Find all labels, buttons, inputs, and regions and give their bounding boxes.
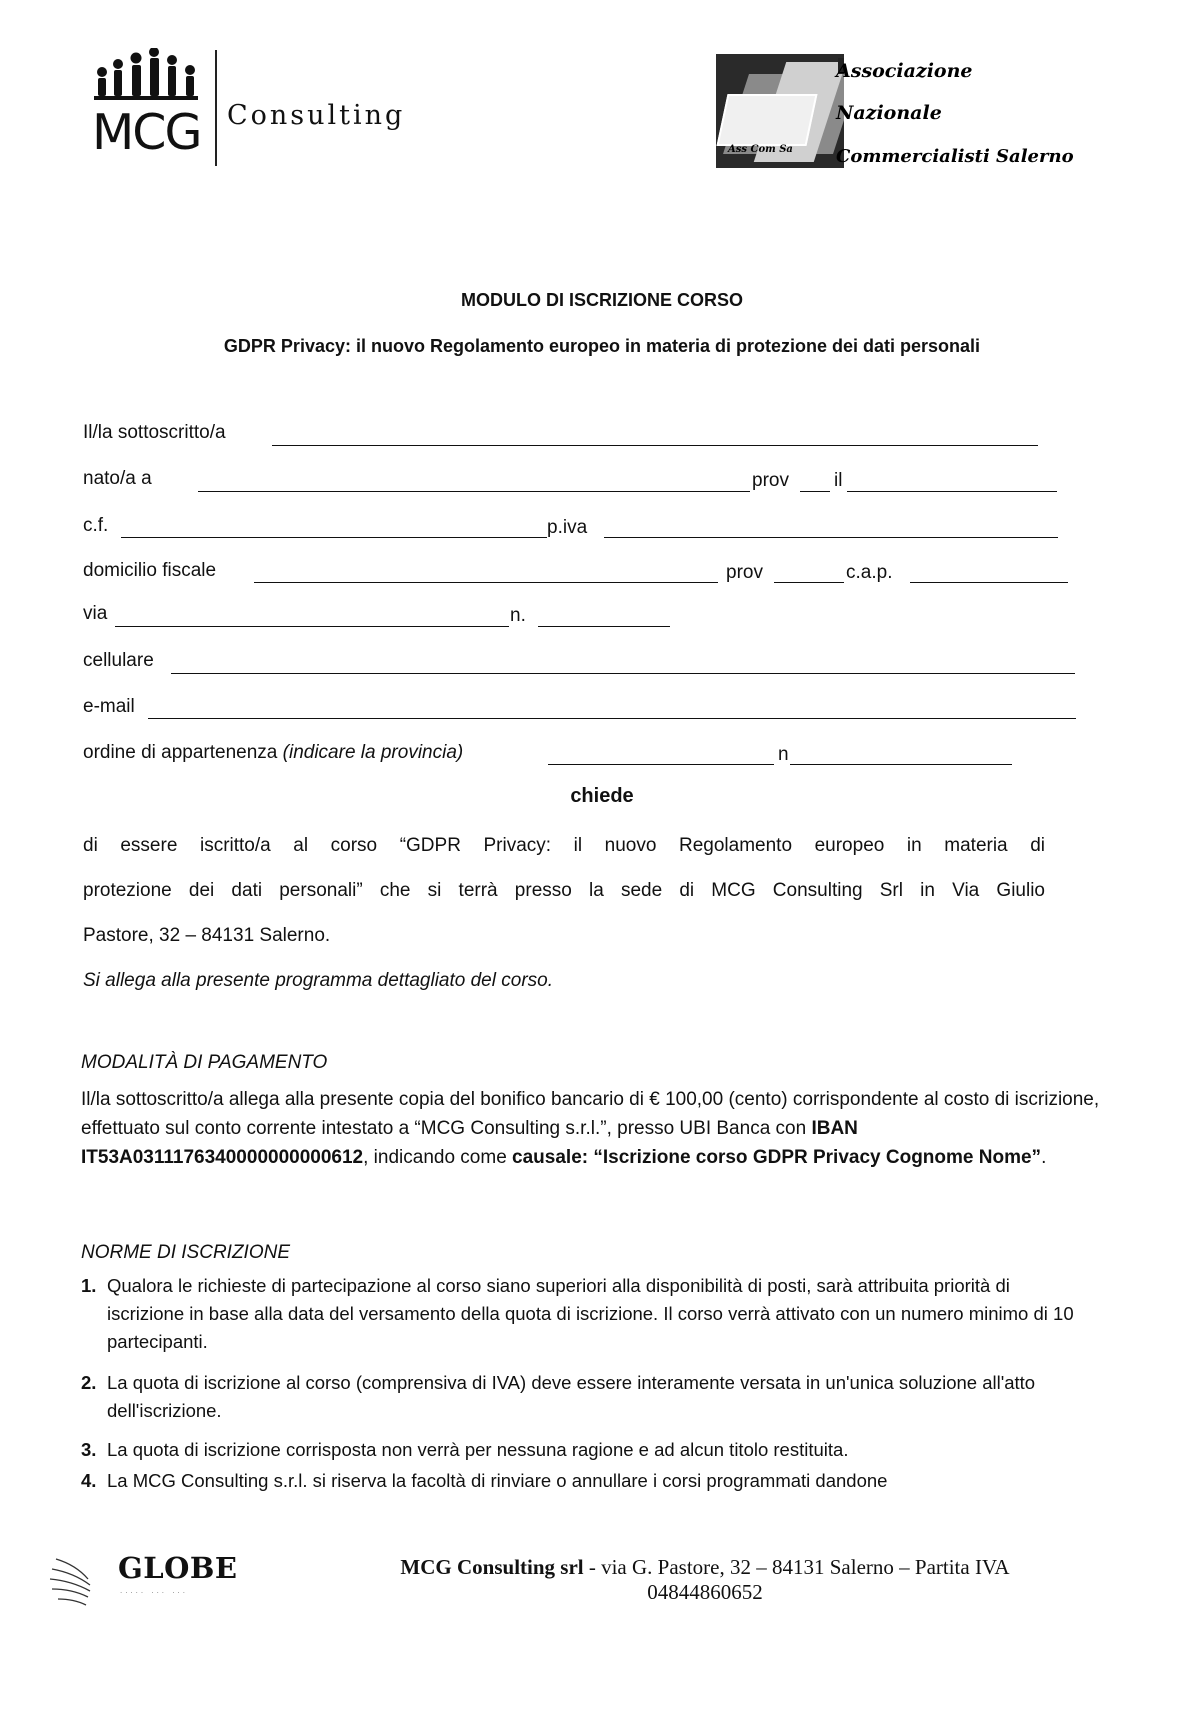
footer-vat: 04844860652 [647, 1580, 763, 1604]
prov-2-line[interactable] [774, 582, 844, 583]
label-piva: p.iva [547, 517, 588, 538]
chiede-heading: chiede [570, 785, 634, 807]
globe-icon [48, 1549, 114, 1611]
label-prov-2: prov [726, 562, 763, 583]
rule-item [81, 1272, 1091, 1356]
attachment-note: Si allega alla presente programma dettagliato del corso. [83, 970, 553, 991]
request-line-3: Pastore, 32 – 84131 Salerno. [83, 925, 331, 946]
globe-logo-text: GLOBE [118, 1551, 238, 1585]
globe-logo-subtext: ····· ··· ··· [120, 1589, 188, 1597]
rule-text: La quota di iscrizione al corso (comprensiva di IVA) deve essere interamente versata in un'unica soluzione all'atto dell'iscrizione. [107, 1372, 1036, 1421]
label-sottoscritto: Il/la sottoscritto/a [83, 422, 226, 443]
request-line-1: di essere iscritto/a al corso “GDPR Privacy: il nuovo Regolamento europeo in materia di [83, 835, 1045, 856]
form-title: MODULO DI ISCRIZIONE CORSO [460, 290, 743, 310]
rule-text: La MCG Consulting s.r.l. si riserva la facoltà di rinviare o annullare i corsi programmati dandone [107, 1470, 888, 1491]
prov-line[interactable] [800, 491, 830, 492]
label-ordine-note: (indicare la provincia) [282, 742, 464, 763]
ordine-line[interactable] [548, 764, 774, 765]
via-line[interactable] [115, 626, 509, 627]
iban-value: IBAN IT53A0311176340000000000612 [81, 1118, 858, 1168]
mcg-consulting-logo [92, 48, 432, 170]
rule-number: 4. [81, 1470, 97, 1491]
label-prov: prov [752, 470, 789, 491]
rule-item [81, 1436, 1091, 1464]
footer-address: - via G. Pastore, 32 – 84131 Salerno – Partita IVA [583, 1555, 1010, 1579]
piva-line[interactable] [604, 537, 1058, 538]
people-icon [92, 48, 204, 110]
footer-company: MCG Consulting srl [400, 1555, 584, 1579]
cellulare-line[interactable] [171, 673, 1075, 674]
rule-item [81, 1467, 1091, 1495]
date-line[interactable] [847, 491, 1057, 492]
rule-text: Qualora le richieste di partecipazione al corso siano superiori alla disponibilità di posti, sarà attribuita priorità di iscrizione in base alla data del versamento della quota di iscrizione. Il corso verrà attivato con un numero minimo di 10 partecipanti. [107, 1275, 1074, 1352]
rules-title: NORME DI ISCRIZIONE [81, 1242, 291, 1263]
payment-title: MODALITÀ DI PAGAMENTO [81, 1052, 328, 1073]
label-domicilio: domicilio fiscale [83, 560, 217, 581]
associazione-small-label: Ass Com Sa [728, 144, 793, 155]
cf-line[interactable] [121, 537, 547, 538]
mcg-logo-letters: MCG [92, 104, 201, 161]
label-n-2: n [778, 744, 789, 765]
request-line-2: protezione dei dati personali” che si terrà presso la sede di MCG Consulting Srl in Via Giulio [83, 880, 1045, 901]
associazione-logo [716, 54, 1074, 172]
email-line[interactable] [148, 718, 1076, 719]
associazione-line-1: Associazione [836, 60, 973, 82]
rule-number: 3. [81, 1439, 97, 1460]
cap-line[interactable] [910, 582, 1068, 583]
causale-value: causale: “Iscrizione corso GDPR Privacy Cognome Nome” [512, 1147, 1042, 1168]
associazione-emblem [716, 54, 844, 168]
label-cellulare: cellulare [83, 650, 154, 671]
course-title: GDPR Privacy: il nuovo Regolamento europeo in materia di protezione dei dati personali [223, 336, 981, 356]
rule-number: 2. [81, 1372, 97, 1393]
n-line[interactable] [538, 626, 670, 627]
label-ordine: ordine di appartenenza (indicare la provincia) [83, 742, 464, 763]
label-email: e-mail [83, 696, 135, 717]
label-nato: nato/a a [83, 468, 152, 489]
label-n: n. [510, 605, 526, 626]
globe-logo [48, 1549, 248, 1613]
domicilio-line[interactable] [254, 582, 718, 583]
payment-text: Il/la sottoscritto/a allega alla presente copia del bonifico bancario di € 100,00 (cento) corrispondente al costo di iscrizione, effettuato sul conto corrente intestato a “MCG Consulting s.r.l.”, presso UBI Banca con IBAN IT53A0311176340000000000612, indicando come causale: “Iscrizione corso GDPR Privacy Cognome Nome”. [81, 1089, 1100, 1168]
rule-item [81, 1369, 1091, 1425]
footer-company-info [320, 1555, 1090, 1605]
rule-number: 1. [81, 1275, 97, 1296]
associazione-line-2: Nazionale [836, 102, 942, 124]
nato-line[interactable] [198, 491, 750, 492]
logo-divider [215, 50, 217, 166]
ordine-n-line[interactable] [790, 764, 1012, 765]
mcg-logo-word: Consulting [227, 100, 406, 131]
rule-text: La quota di iscrizione corrisposta non verrà per nessuna ragione e ad alcun titolo restituita. [107, 1439, 849, 1460]
label-via: via [83, 603, 108, 624]
associazione-line-3: Commercialisti Salerno [836, 146, 1074, 167]
label-cf: c.f. [83, 515, 109, 536]
sottoscritto-line[interactable] [272, 445, 1038, 446]
label-il: il [834, 470, 843, 491]
label-cap: c.a.p. [846, 562, 893, 583]
